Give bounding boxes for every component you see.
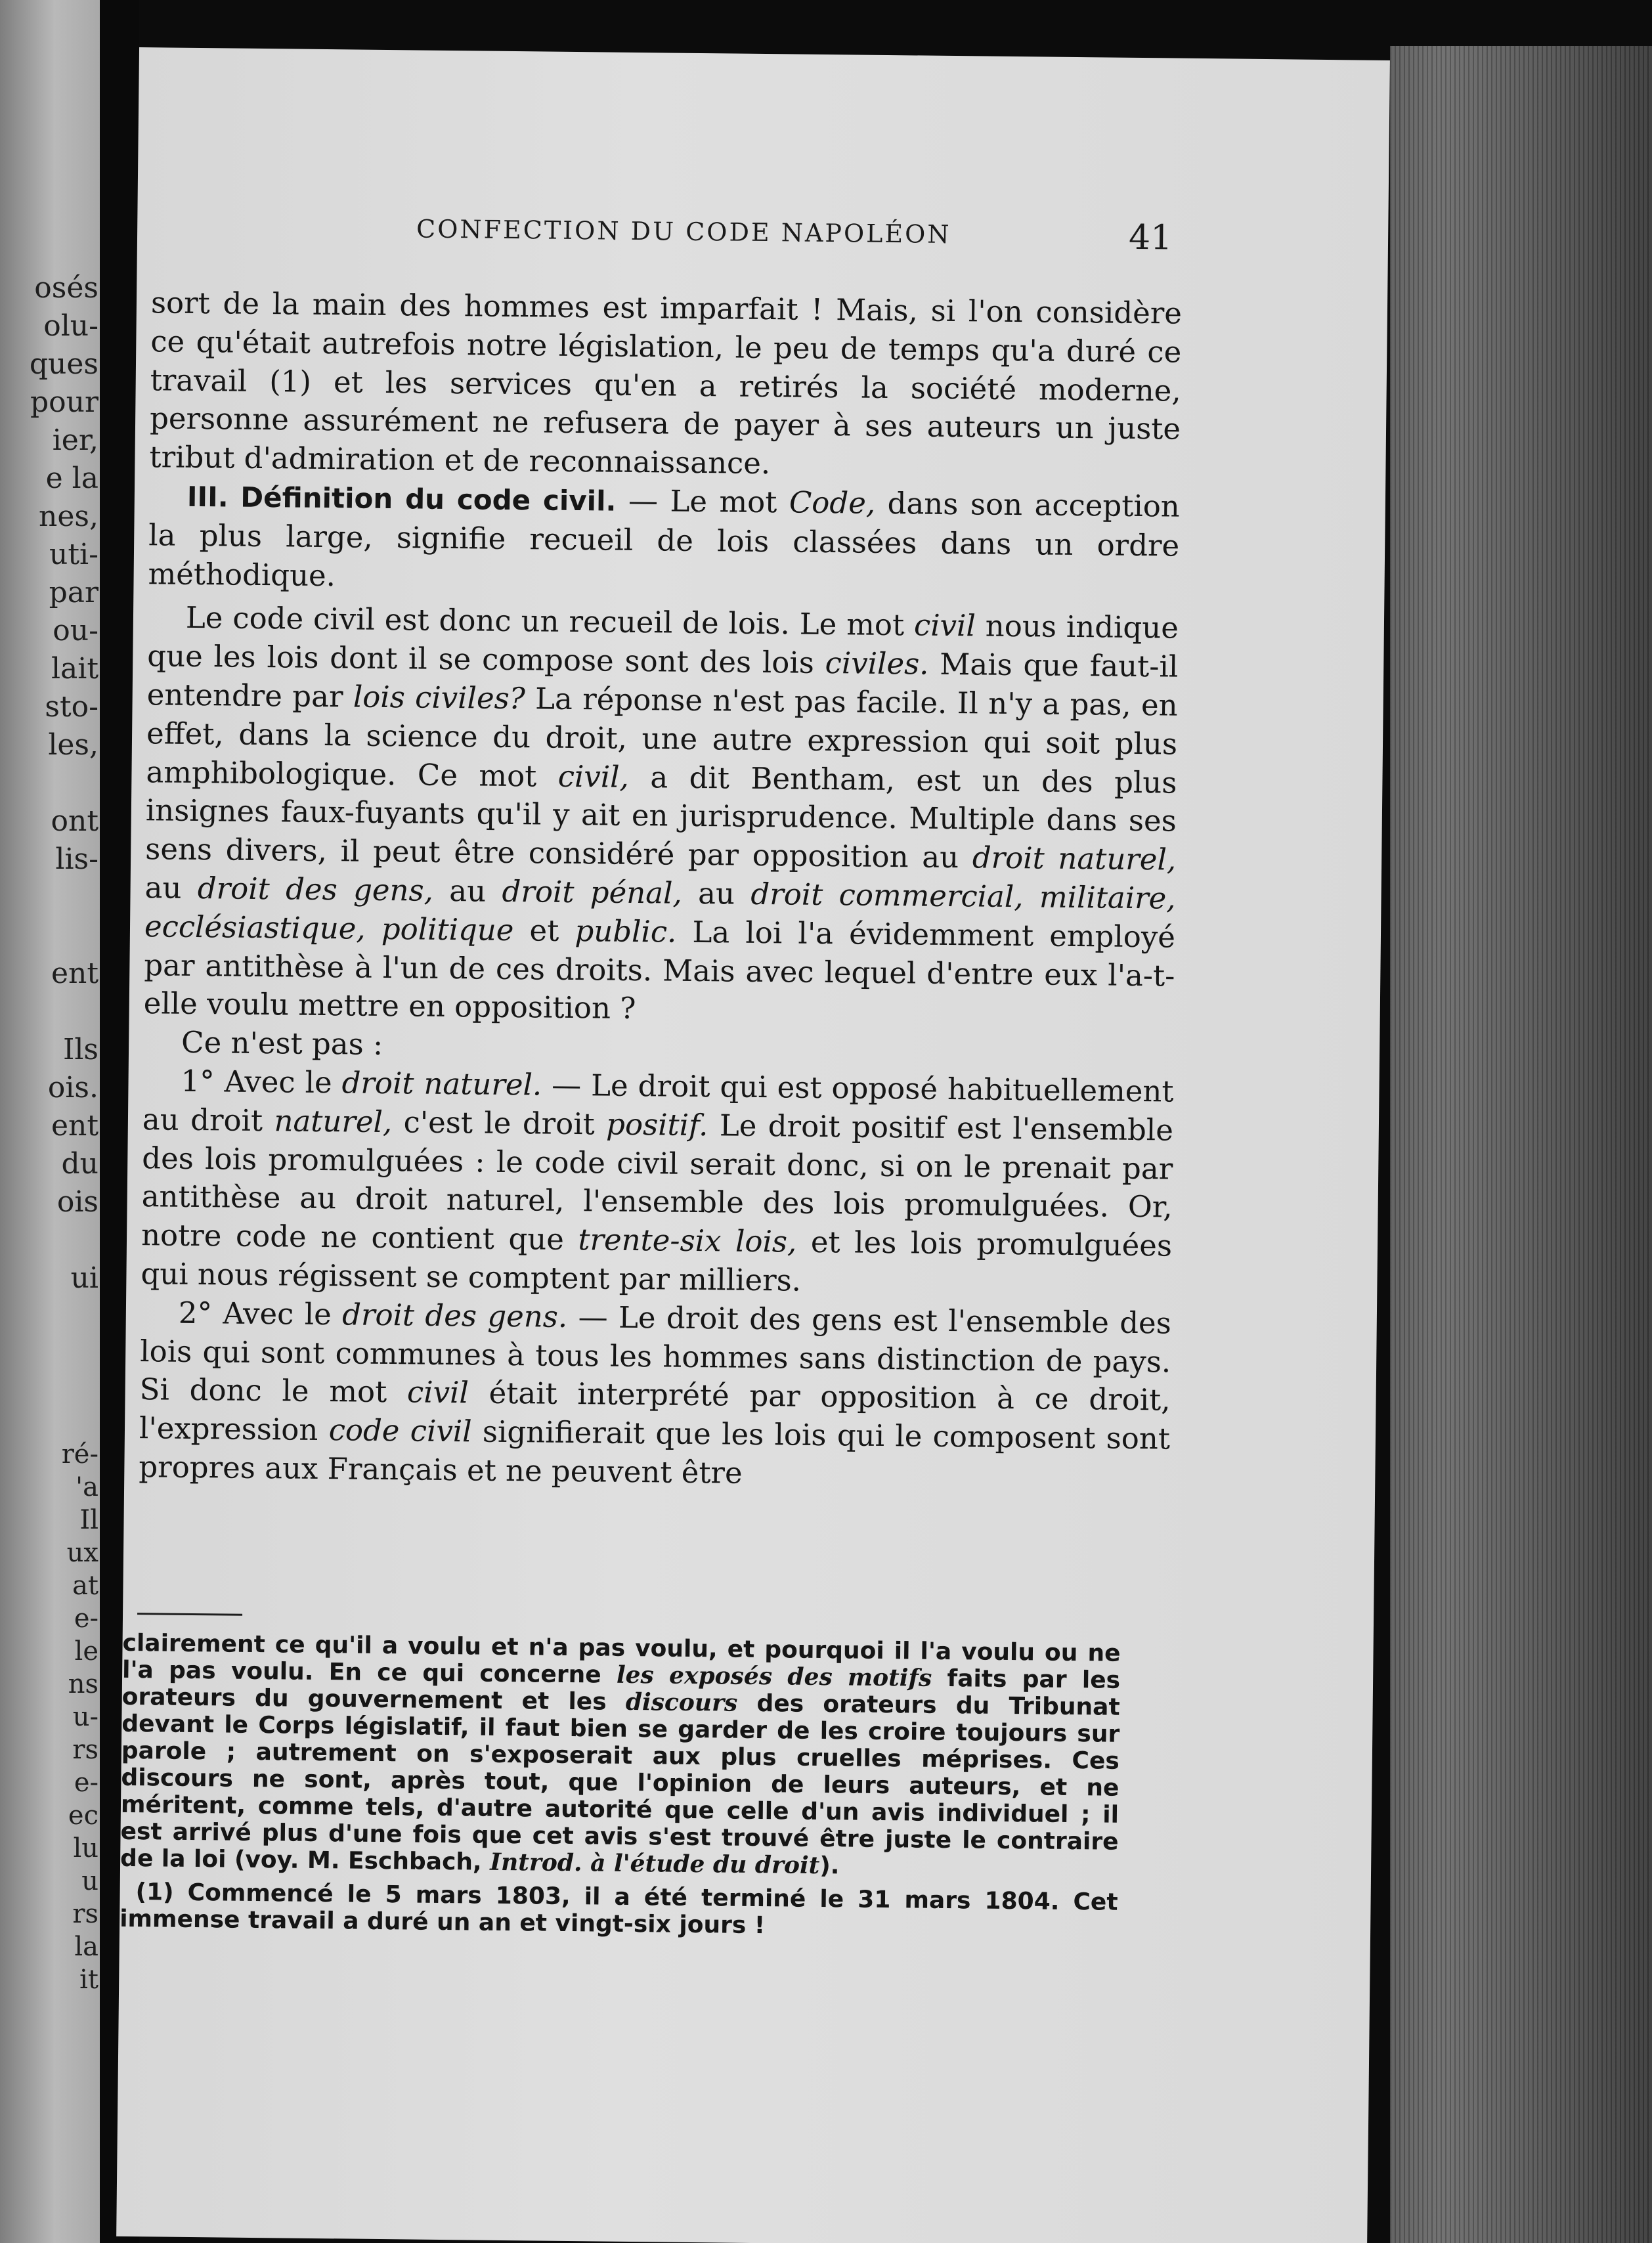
book-page [116, 47, 1390, 2243]
previous-page-line-fragment: Ils [62, 1033, 98, 1066]
text-run: a dit Bentham, est un des plus insignes faux-fuyants qu'il y ait en jurisprudence. Multiple dans ses sens divers, il peut être considéré par opposition au [144, 759, 1177, 875]
previous-page-line-fragment [0, 764, 98, 802]
italic-run: civil, [557, 758, 630, 795]
italic-run: civiles. [825, 645, 929, 682]
footnote-rule [137, 1613, 242, 1616]
main-text [139, 284, 1182, 1497]
previous-page-line-fragment: ent [51, 957, 98, 990]
paragraph: Ce n'est pas : [181, 1024, 383, 1062]
italic-run: droit naturel. [341, 1065, 542, 1102]
previous-page-line-fragment: ns [68, 1669, 98, 1699]
italic-run: naturel, [274, 1103, 393, 1139]
paragraph-item-1 [141, 1062, 1174, 1304]
text-run: était interprété par opposition à ce droit, l'expression [139, 1375, 1171, 1448]
previous-page-line-fragment: olu- [43, 309, 98, 343]
previous-page-line-fragment: osés [34, 271, 98, 305]
text-run: — Le droit des gens est l'ensemble des lois qui sont communes à tous les hommes sans distinction de pays. Si donc le mot [139, 1299, 1172, 1410]
previous-page-line-fragment: lait [51, 652, 98, 686]
previous-page-line-fragment [0, 879, 98, 917]
previous-page-line-fragment: rs [72, 1735, 98, 1765]
footnote-1: (1) Commencé le 5 mars 1803, il a été terminé le 31 mars 1804. Cet immense travail a duré un an et vingt-six jours ! [119, 1879, 1118, 1940]
previous-page-line-fragment: le [74, 1636, 98, 1666]
italic-run: droit pénal, [502, 873, 683, 911]
text-run: faits par les orateurs du gouvernement et les [121, 1665, 1121, 1716]
footnote-continuation [120, 1630, 1121, 1883]
previous-page-line-fragment: e- [74, 1768, 98, 1798]
previous-page-line-fragment: e la [45, 462, 98, 495]
text-run: au [433, 873, 502, 909]
italic-run: civil [913, 607, 976, 643]
footnotes [120, 1630, 1121, 1943]
page-block-edge [1390, 46, 1652, 2243]
text-run: La réponse n'est pas facile. Il n'y a pas, en effet, dans la science du droit, une autre expression qui soit plus amphibologique. Ce mot [146, 681, 1178, 794]
page-number: 41 [1128, 217, 1173, 258]
text-run: La loi l'a évidemment employé par antithèse à l'un de ces droits. Mais avec lequel d'entre eux l'a-t-elle voulu mettre en opposition ? [143, 914, 1176, 1026]
text-run: — Le droit qui est opposé habituellement au droit [142, 1067, 1174, 1138]
previous-page-line-fragment: u [81, 1866, 98, 1896]
text-run: au [682, 875, 751, 911]
previous-page-line-fragment: du [61, 1147, 98, 1181]
text-run: 2° Avec le [178, 1295, 343, 1332]
previous-page-line-fragment: pour [30, 385, 98, 419]
previous-page-line-fragment: ec [68, 1800, 98, 1831]
text-run: Le code civil est donc un recueil de lois. Le mot [185, 600, 915, 643]
italic-run: droit commercial, militaire, ecclésiastique, politique [144, 876, 1176, 947]
previous-page-line-fragment: ois [56, 1185, 98, 1219]
previous-page-line-fragment: ont [51, 804, 98, 838]
previous-page-line-fragment: la [74, 1932, 98, 1962]
previous-page-line-fragment: e- [74, 1603, 98, 1634]
text-run: au [144, 870, 198, 905]
previous-page-line-fragment: ré- [61, 1439, 98, 1470]
previous-page-line-fragment: uti- [49, 538, 98, 571]
paragraph [143, 599, 1179, 1034]
text-run: — Le mot [616, 483, 790, 520]
paragraph-item-2 [139, 1294, 1171, 1497]
previous-page-line-fragment: Il [79, 1505, 98, 1535]
italic-run: droit des gens. [341, 1297, 568, 1334]
italic-run: civil [406, 1374, 469, 1410]
text-run: des orateurs du Tribunat devant le Corps législatif, il faut bien se garder de les croire toujours sur parole ; autrement on s'exposerait aux plus cruelles méprises. Ces discours ne sont, après tout, que l'opinion de leurs auteurs, et ne méritent, comme tels, d'autre autorité que celle d'un avis individuel ; il est arrivé plus d'une fois que cet avis s'est trouvé être juste le contraire de la loi (voy. M. Eschbach, [120, 1689, 1120, 1876]
italic-run: droit naturel, [972, 840, 1177, 877]
text-run: signifierait que les lois qui le composent sont propres aux Français et ne peuvent être [139, 1414, 1171, 1491]
text-run: c'est le droit [391, 1104, 607, 1142]
text-run: dans son acception la plus large, signifie recueil de lois classées dans un ordre méthodique. [148, 485, 1181, 593]
text-run: et les lois promulguées qui nous régissent se comptent par milliers. [141, 1224, 1173, 1298]
previous-page-text-bottom [0, 1438, 98, 1996]
previous-page-line-fragment: par [49, 576, 98, 609]
previous-page-text-top [0, 269, 98, 1297]
section-title: Définition du code civil. [240, 481, 617, 517]
previous-page-edge [0, 0, 100, 2243]
text-run: Le droit positif est l'ensemble des lois promulguées : le code civil serait donc, si on le prenait par antithèse au droit naturel, l'ensemble des lois promulguées. Or, notre code ne contient que [141, 1107, 1174, 1257]
previous-page-line-fragment: 'a [76, 1472, 98, 1502]
previous-page-line-fragment: ques [29, 347, 98, 381]
previous-page-line-fragment: lis- [55, 842, 98, 876]
previous-page-line-fragment: les, [48, 728, 98, 762]
previous-page-line-fragment: u- [72, 1702, 98, 1732]
paragraph-continuation: sort de la main des hommes est imparfait ! Mais, si l'on considère ce qu'était autrefois notre législation, le peu de temps qu'a duré ce travail (1) et les services qu'en a retirés la société moderne, personne assurément ne refusera de payer à ses auteurs un juste tribut d'admiration et de reconnaissance. [149, 285, 1183, 481]
italic-run: positif. [605, 1106, 708, 1143]
italic-run: droit des gens, [197, 870, 434, 908]
running-head: CONFECTION DU CODE NAPOLÉON [416, 214, 951, 249]
text-run: Mais que faut-il entendre par [146, 646, 1179, 714]
text-run: et [513, 912, 575, 948]
section-number: III. [186, 480, 228, 513]
previous-page-line-fragment [0, 917, 98, 955]
previous-page-line-fragment [0, 1221, 98, 1259]
italic-run: lois civiles? [353, 679, 526, 716]
previous-page-line-fragment: ui [70, 1261, 98, 1295]
italic-run: Introd. à l'étude du droit [490, 1848, 820, 1880]
italic-run: discours [625, 1688, 738, 1717]
italic-run: trente-six lois, [578, 1222, 797, 1259]
italic-run: code civil [328, 1412, 472, 1449]
previous-page-line-fragment: ier, [52, 424, 98, 457]
text-run: 1° Avec le [181, 1063, 342, 1100]
previous-page-line-fragment: ent [51, 1109, 98, 1143]
previous-page-line-fragment: at [72, 1571, 98, 1601]
previous-page-line-fragment: lu [73, 1833, 98, 1863]
previous-page-line-fragment: it [79, 1965, 98, 1995]
previous-page-line-fragment: nes, [39, 500, 98, 533]
text-run: ). [819, 1852, 840, 1880]
previous-page-line-fragment: ux [66, 1538, 98, 1568]
text-run: nous indique que les lois dont il se compose sont des lois [147, 608, 1179, 681]
section-paragraph [148, 477, 1180, 604]
page-header [137, 211, 1389, 277]
text-run: clairement ce qu'il a voulu et n'a pas voulu, et pourquoi il l'a voulu ou ne l'a pas voulu. En ce qui concerne [121, 1629, 1121, 1689]
italic-run: Code, [789, 485, 876, 521]
italic-run: les exposés des motifs [616, 1661, 932, 1692]
italic-run: public. [575, 913, 677, 949]
previous-page-line-fragment: ou- [53, 614, 98, 647]
previous-page-line-fragment: rs [72, 1899, 98, 1929]
previous-page-line-fragment [0, 993, 98, 1031]
previous-page-line-fragment: ois. [47, 1071, 98, 1104]
previous-page-line-fragment: sto- [45, 690, 98, 724]
